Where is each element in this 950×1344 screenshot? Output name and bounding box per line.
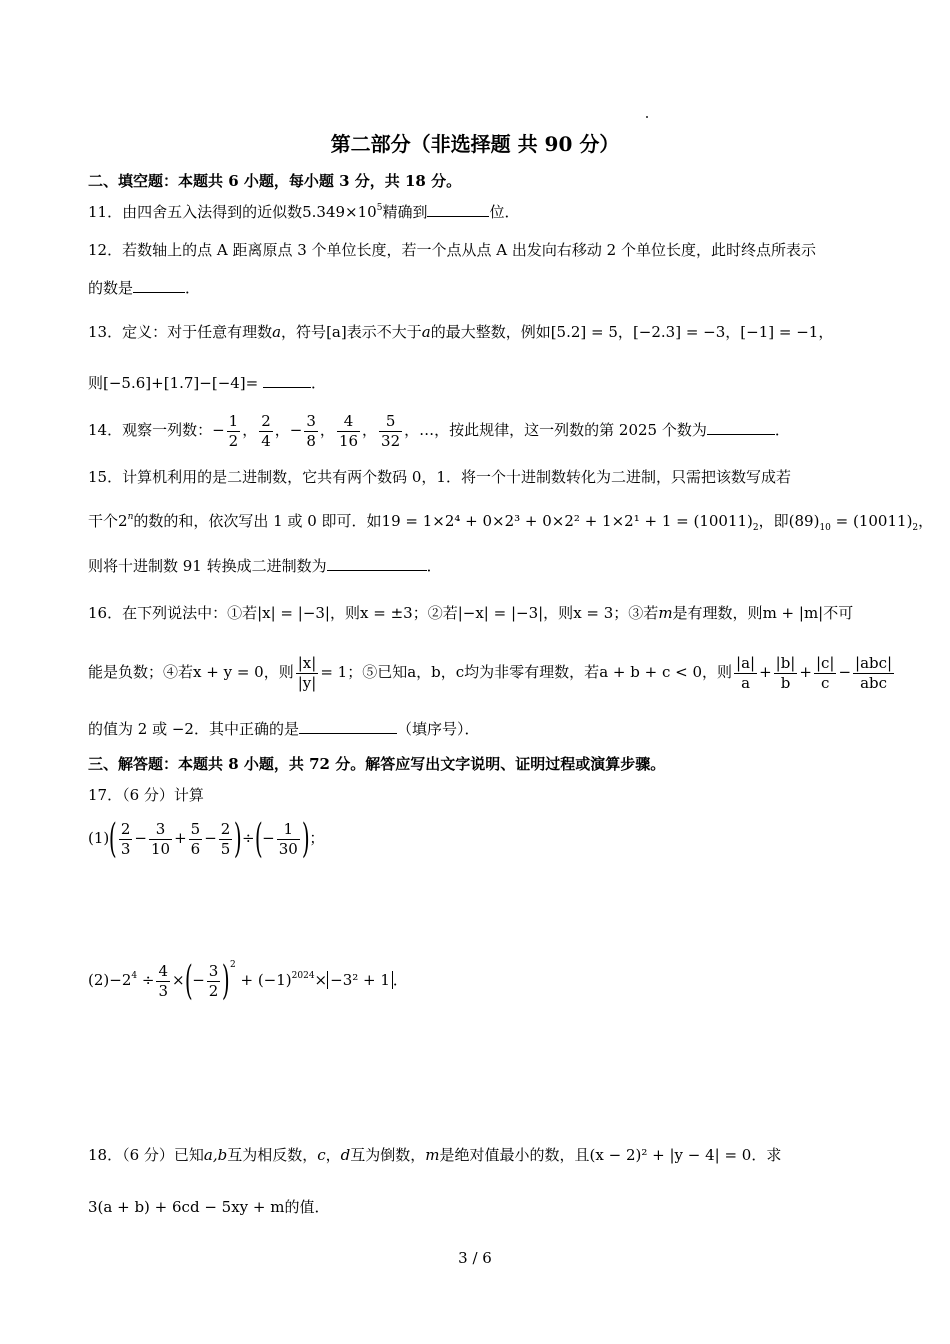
fraction: $\frac{1}{2}$ (228, 411, 239, 450)
question-11: 11．由四舍五入法得到的近似数$5.349\times 10^5$精确到 位． (88, 203, 520, 221)
question-12-line2: 的数是 ． (88, 279, 201, 297)
fraction: $\frac{|a|}{a}$ (736, 653, 756, 692)
question-13-line2: 则[−5.6]+[1.7]−[−4]= ． (88, 374, 327, 392)
fraction: $\frac{|x|}{|y|}$ (297, 653, 317, 692)
question-15-line1: 15．计算机利用的是二进制数，它共有两个数码 0，1．将一个十进制数转化为二进制，只需把该数写成若 (88, 468, 791, 486)
section3-heading: 三、解答题：本题共 8 小题，共 72 分。解答应写出文字说明、证明过程或演算步骤。 (88, 755, 666, 773)
fraction: $\frac{4}{16}$ (338, 411, 359, 450)
question-17-part2: $(2)-2^4$ ÷ $\frac{4}{3}$ ×(− $\frac{3}{2}$ )$^2 + (-1)^{2024}\times -3^2 + 1$ ． (88, 958, 408, 1004)
page-number: 3 / 6 (458, 1249, 492, 1267)
answer-blank-15[interactable] (327, 555, 427, 571)
fraction: $\frac{|b|}{b}$ (775, 653, 796, 692)
question-17-part1: (1)( $\frac{2}{3}$ − $\frac{3}{10}$ + $\frac{5}{6}$ − $\frac{2}{5}$ )÷(− $\frac{1}{30}$ )； (88, 816, 325, 862)
fraction: $\frac{2}{4}$ (261, 411, 271, 450)
question-17-head: 17．（6 分）计算 (88, 786, 204, 804)
question-18-line2: 3(a + b) + 6cd − 5xy + m的值． (88, 1198, 330, 1216)
section2-heading: 二、填空题：本题共 6 小题，每小题 3 分，共 18 分。 (88, 172, 462, 190)
question-13-line1: 13．定义：对于任意有理数a，符号[a]表示不大于a的最大整数，例如[5.2] = 5，[−2.3] = −3，[−1] = −1， (88, 323, 834, 341)
fraction: $\frac{3}{8}$ (306, 411, 316, 450)
question-12-line1: 12．若数轴上的点 A 距离原点 3 个单位长度，若一个点从点 A 出发向右移动 2 个单位长度，此时终点所表示 (88, 241, 816, 259)
answer-blank-16[interactable] (299, 718, 397, 734)
question-16-line1: 16．在下列说法中：①若|x| = |−3|，则x = ±3；②若|−x| = |−3|，则x = 3；③若m是有理数，则m + |m|不可 (88, 604, 854, 622)
answer-blank-11[interactable] (427, 201, 489, 217)
fraction: $\frac{\text{|abc|}}{\text{abc}}$ (855, 653, 893, 692)
answer-blank-13[interactable] (263, 372, 311, 388)
part-title: 第二部分（非选择题 共 90 分） (330, 132, 620, 156)
question-14: 14．观察一列数：− $\frac{1}{2}$ ， $\frac{2}{4}$ ，− $\frac{3}{8}$ ， $\frac{4}{16}$ ， $\frac{5}{32}$ ，…，按此规律，这一列数的第 2025 个数为 ． (88, 411, 790, 450)
fraction: $\frac{|c|}{c}$ (815, 653, 835, 692)
answer-blank-14[interactable] (707, 419, 775, 435)
question-16-line3: 的值为 2 或 −2．其中正确的是 （填序号）． (88, 720, 480, 738)
fraction: $\frac{5}{32}$ (381, 411, 401, 450)
question-18-line1: 18．（6 分）已知a,b互为相反数，c，d互为倒数，m是绝对值最小的数，且(x − 2)² + |y − 4| = 0．求 (88, 1146, 782, 1164)
question-15-line3: 则将十进制数 91 转换成二进制数为 ． (88, 557, 442, 575)
answer-blank-12[interactable] (133, 277, 185, 293)
question-15-line2: 干个2$^n$的数的和，依次写出 1 或 0 即可．如$19 = 1\times 2^4 + 0\times 2^3 + 0\times 2^2 + 1\times 2^1 + 1 = (10011)_2$，即$(89)_{10} = (10011)_2$， (88, 512, 934, 533)
stray-dot (646, 116, 648, 118)
question-16-line2: 能是负数；④若x + y = 0，则 $\frac{|x|}{|y|}$ = 1；⑤已知a，b，c均为非零有理数，若a + b + c < 0，则 $\frac{|a|}{a}$ + $\frac{|b|}{b}$ + $\frac{|c|}{c}$ − $\frac{\text{|abc|}}{\text{abc}}$ (88, 653, 893, 692)
